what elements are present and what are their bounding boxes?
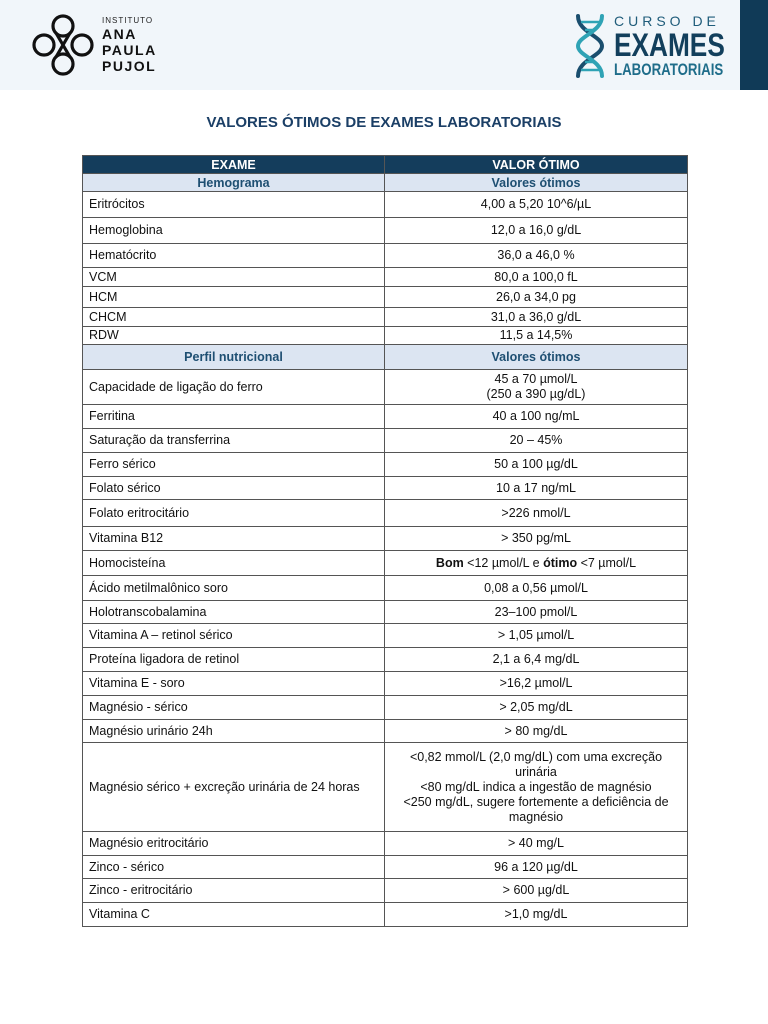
section-values-label: Valores ótimos — [385, 345, 688, 370]
value-text: <12 µmol/L e — [463, 555, 544, 570]
value-text: >1,0 mg/dL — [504, 907, 568, 921]
value-bold-good: Bom — [435, 555, 464, 570]
value-cell — [385, 477, 688, 500]
logo-line2: ANA — [102, 26, 137, 42]
value-line: <250 mg/dL, sugere fortemente a deficiência de magnésio — [403, 794, 669, 824]
table-row — [83, 832, 688, 856]
page-title: VALORES ÓTIMOS DE EXAMES LABORATORIAIS — [206, 114, 562, 131]
value-cell — [385, 308, 688, 327]
exam-cell: Saturação da transferrina — [83, 429, 385, 453]
table-row — [83, 696, 688, 720]
exam-cell: Magnésio - sérico — [83, 696, 385, 720]
table-row — [83, 576, 688, 601]
value-text: 45 a 70 µmol/L — [494, 372, 578, 386]
value-text: 11,5 a 14,5% — [499, 328, 573, 342]
section-name: Perfil nutricional — [83, 345, 385, 370]
value-text: 31,0 a 36,0 g/dL — [490, 309, 582, 324]
value-cell — [385, 672, 688, 696]
table-row — [83, 287, 688, 308]
value-text: >16,2 µmol/L — [499, 676, 573, 690]
value-cell — [385, 696, 688, 720]
table-row — [83, 743, 688, 832]
value-cell — [385, 453, 688, 477]
value-text: 50 a 100 µg/dL — [494, 457, 578, 471]
table-row — [83, 856, 688, 879]
exam-cell: VCM — [83, 268, 385, 287]
exam-cell: Homocisteína — [83, 551, 385, 576]
course-logo — [570, 12, 754, 80]
exam-cell: RDW — [83, 327, 385, 345]
value-text: 4,00 a 5,20 10^6/µL — [480, 197, 592, 211]
value-text: 23–100 pmol/L — [494, 604, 578, 619]
col-header-exam: EXAME — [83, 156, 385, 174]
value-text: > 40 mg/L — [508, 836, 564, 850]
value-cell — [385, 720, 688, 743]
table-row — [83, 500, 688, 527]
exam-cell: Vitamina A – retinol sérico — [83, 624, 385, 648]
value-cell — [385, 327, 688, 345]
course-line3: LABORATORIAIS — [614, 60, 724, 79]
exam-cell: Holotranscobalamina — [83, 601, 385, 624]
exam-cell: Zinco - sérico — [83, 856, 385, 879]
value-cell — [385, 743, 688, 832]
knot-logo-icon — [30, 12, 96, 78]
table-row — [83, 370, 688, 405]
value-line: <80 mg/dL indica a ingestão de magnésio — [420, 779, 652, 794]
exam-cell: Vitamina E - soro — [83, 672, 385, 696]
exam-cell: Magnésio urinário 24h — [83, 720, 385, 743]
value-text: > 350 pg/mL — [501, 531, 571, 545]
exam-cell: Magnésio eritrocitário — [83, 832, 385, 856]
exam-cell: Hematócrito — [83, 244, 385, 268]
exam-cell: Ferritina — [83, 405, 385, 429]
value-cell — [385, 192, 688, 218]
exam-cell: Vitamina C — [83, 903, 385, 927]
value-text: > 1,05 µmol/L — [497, 628, 575, 642]
value-cell — [385, 576, 688, 601]
exam-cell: Capacidade de ligação do ferro — [83, 370, 385, 405]
exam-cell: Ferro sérico — [83, 453, 385, 477]
col-header-value: VALOR ÓTIMO — [385, 156, 688, 174]
table-body — [83, 174, 688, 927]
value-text: 96 a 120 µg/dL — [494, 859, 578, 874]
table-row — [83, 477, 688, 500]
table-row — [83, 672, 688, 696]
value-text: >226 nmol/L — [501, 505, 571, 520]
dna-icon — [570, 12, 610, 80]
section-name: Hemograma — [83, 174, 385, 192]
logo-line3: PAULA — [102, 42, 157, 58]
exam-cell: Folato eritrocitário — [83, 500, 385, 527]
table-row — [83, 903, 688, 927]
exam-cell: Proteína ligadora de retinol — [83, 648, 385, 672]
value-cell — [385, 500, 688, 527]
value-cell — [385, 244, 688, 268]
table-row — [83, 624, 688, 648]
logo-line4: PUJOL — [102, 58, 157, 74]
exam-cell: Hemoglobina — [83, 218, 385, 244]
table-row — [83, 601, 688, 624]
exam-cell: Eritrócitos — [83, 192, 385, 218]
table-row — [83, 192, 688, 218]
section-values-label: Valores ótimos — [385, 174, 688, 192]
value-text: 40 a 100 ng/mL — [492, 409, 580, 423]
exam-cell: Ácido metilmalônico soro — [83, 576, 385, 601]
value-cell — [385, 405, 688, 429]
institute-logo — [30, 12, 157, 78]
value-text: > 80 mg/dL — [504, 723, 568, 738]
table-row — [83, 453, 688, 477]
value-cell — [385, 903, 688, 927]
value-cell — [385, 551, 688, 576]
exam-cell: Folato sérico — [83, 477, 385, 500]
value-text: 2,1 a 6,4 mg/dL — [492, 652, 580, 666]
value-text: 0,08 a 0,56 µmol/L — [484, 580, 588, 595]
value-cell — [385, 648, 688, 672]
value-cell — [385, 832, 688, 856]
section-row — [83, 174, 688, 192]
value-cell — [385, 287, 688, 308]
value-cell — [385, 624, 688, 648]
value-text: 12,0 a 16,0 g/dL — [490, 223, 582, 237]
lab-values-table — [82, 155, 688, 927]
value-cell — [385, 429, 688, 453]
table-row — [83, 268, 688, 287]
table-row — [83, 429, 688, 453]
value-text: 80,0 a 100,0 fL — [494, 269, 578, 284]
value-text: 10 a 17 ng/mL — [496, 480, 576, 495]
table-row — [83, 327, 688, 345]
section-row — [83, 345, 688, 370]
exam-cell: Zinco - eritrocitário — [83, 879, 385, 903]
exam-cell: Magnésio sérico + excreção urinária de 24 horas — [83, 743, 385, 832]
exam-cell: CHCM — [83, 308, 385, 327]
value-cell — [385, 601, 688, 624]
course-line1: CURSO DE — [614, 13, 720, 29]
table-row — [83, 648, 688, 672]
table-row — [83, 405, 688, 429]
value-text: 36,0 a 46,0 % — [497, 248, 575, 262]
table-row — [83, 527, 688, 551]
value-text: 20 – 45% — [509, 433, 563, 447]
value-cell — [385, 527, 688, 551]
value-cell — [385, 268, 688, 287]
value-line: <0,82 mmol/L (2,0 mg/dL) com uma excreção urinária — [409, 749, 663, 779]
value-text: > 2,05 mg/dL — [499, 700, 573, 714]
value-cell — [385, 879, 688, 903]
exam-cell: Vitamina B12 — [83, 527, 385, 551]
exam-cell: HCM — [83, 287, 385, 308]
table-row — [83, 244, 688, 268]
table-row — [83, 720, 688, 743]
value-text: 26,0 a 34,0 pg — [496, 289, 576, 304]
value-text-line2: (250 a 390 µg/dL) — [486, 387, 586, 401]
value-cell — [385, 218, 688, 244]
course-line2: EXAMES — [614, 27, 725, 63]
logo-line1: INSTITUTO — [102, 16, 154, 25]
value-cell — [385, 370, 688, 405]
value-text: > 600 µg/dL — [502, 883, 570, 897]
table-row — [83, 879, 688, 903]
value-cell — [385, 856, 688, 879]
table-row — [83, 308, 688, 327]
table-row — [83, 218, 688, 244]
value-text: <7 µmol/L — [577, 555, 637, 570]
table-row — [83, 551, 688, 576]
value-bold-optimal: ótimo — [543, 555, 578, 570]
